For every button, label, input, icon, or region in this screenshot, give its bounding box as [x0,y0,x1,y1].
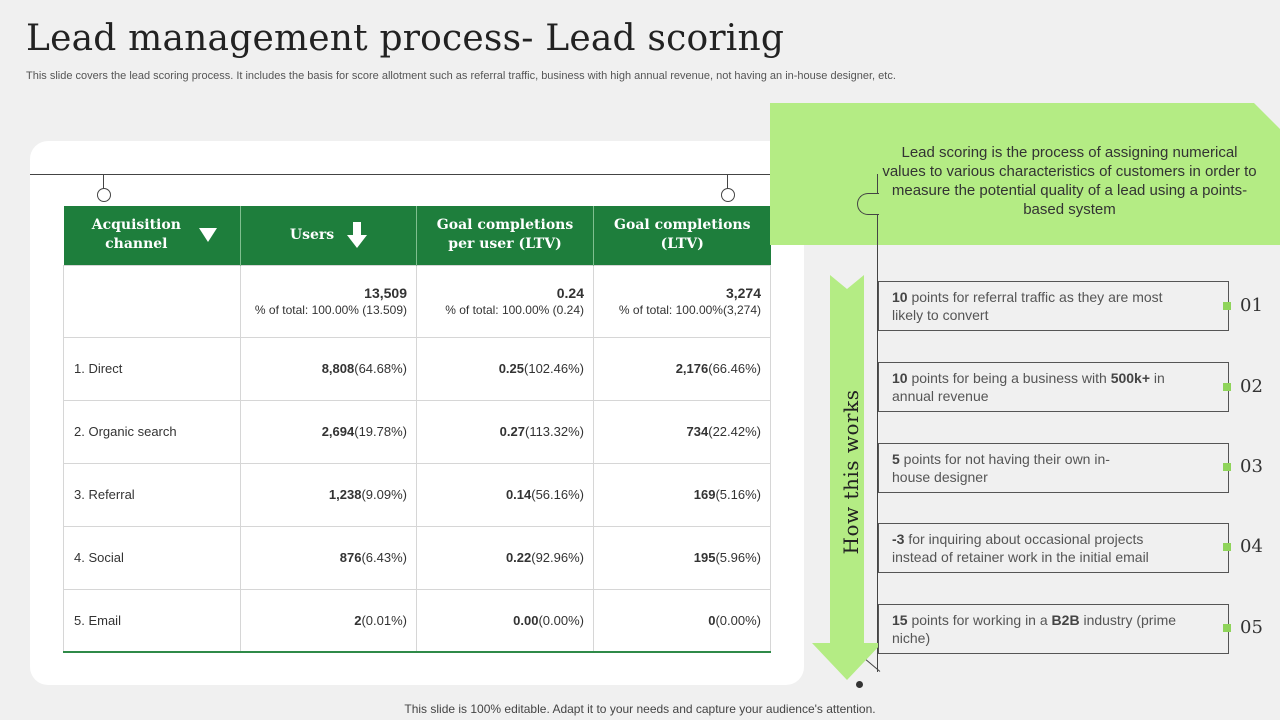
table-row [64,463,771,526]
table-row [64,400,771,463]
page-subtitle: This slide covers the lead scoring process. It includes the basis for score allotment such as referral traffic, business with high annual revenue, not having an in-house designer, etc. [26,70,896,82]
step-number: 05 [1240,617,1263,638]
step-text: 5 points for not having their own in-house designer [892,451,1110,485]
totals-goal-completions: 3,274 % of total: 100.00%(3,274) [594,265,771,337]
users-cell: 2(0.01%) [241,589,417,652]
users-cell: 8,808(64.68%) [241,337,417,400]
goal-completions-cell: 0(0.00%) [594,589,771,652]
page-title: Lead management process- Lead scoring [26,18,785,59]
step-text: 15 points for working in a B2B industry (prime niche) [892,612,1177,646]
goal-completions-cell: 2,176(66.46%) [594,337,771,400]
acquisition-table [63,206,771,653]
step-item [878,281,1229,331]
table-row [64,337,771,400]
step-text: -3 for inquiring about occasional projects instead of retainer work in the initial email [892,531,1149,565]
header-users[interactable]: Users [241,206,417,265]
step-number: 03 [1240,456,1263,477]
arrow-down-icon [347,222,367,248]
step-number: 04 [1240,536,1263,557]
goal-completions-cell: 734(22.42%) [594,400,771,463]
users-cell: 876(6.43%) [241,526,417,589]
users-cell: 2,694(19.78%) [241,400,417,463]
how-this-works-label: How this works [839,389,863,555]
header-goal-completions-per-user[interactable]: Goal completions per user (LTV) [417,206,594,265]
channel-cell: 5. Email [64,589,241,652]
channel-cell: 1. Direct [64,337,241,400]
goal-per-user-cell: 0.00(0.00%) [417,589,594,652]
users-cell: 1,238(9.09%) [241,463,417,526]
definition-text: Lead scoring is the process of assigning numerical values to various characteristics of customers in order to measure the potential quality of a lead using a points-based system [882,144,1257,218]
triangle-down-icon [199,228,217,242]
channel-cell: 3. Referral [64,463,241,526]
step-bullet-icon [1223,383,1231,391]
step-bullet-icon [1223,463,1231,471]
timeline-notch [857,193,879,215]
step-number: 01 [1240,295,1263,316]
step-item [878,362,1229,412]
footer-note: This slide is 100% editable. Adapt it to your needs and capture your audience's attention. [404,702,876,716]
channel-cell: 4. Social [64,526,241,589]
table-totals-row [64,265,771,337]
step-bullet-icon [1223,302,1231,310]
table-row [64,589,771,652]
goal-per-user-cell: 0.27(113.32%) [417,400,594,463]
step-bullet-icon [1223,624,1231,632]
folded-corner [1254,103,1280,129]
step-text: 10 points for being a business with 500k+ in annual revenue [892,370,1165,404]
step-item [878,604,1229,654]
goal-per-user-cell: 0.14(56.16%) [417,463,594,526]
channel-cell: 2. Organic search [64,400,241,463]
connector-line [30,174,878,175]
table-row [64,526,771,589]
step-item [878,523,1229,573]
goal-per-user-cell: 0.22(92.96%) [417,526,594,589]
step-number: 02 [1240,376,1263,397]
step-text: 10 points for referral traffic as they are most likely to convert [892,289,1163,323]
goal-completions-cell: 169(5.16%) [594,463,771,526]
step-bullet-icon [1223,543,1231,551]
goal-completions-cell: 195(5.96%) [594,526,771,589]
totals-empty-cell [64,265,241,337]
totals-goal-per-user: 0.24 % of total: 100.00% (0.24) [417,265,594,337]
header-acquisition-channel[interactable]: Acquisition channel [64,206,241,265]
step-item [878,443,1229,493]
totals-users: 13,509 % of total: 100.00% (13.509) [241,265,417,337]
table-header-row [64,206,771,265]
header-goal-completions[interactable]: Goal completions (LTV) [594,206,771,265]
goal-per-user-cell: 0.25(102.46%) [417,337,594,400]
